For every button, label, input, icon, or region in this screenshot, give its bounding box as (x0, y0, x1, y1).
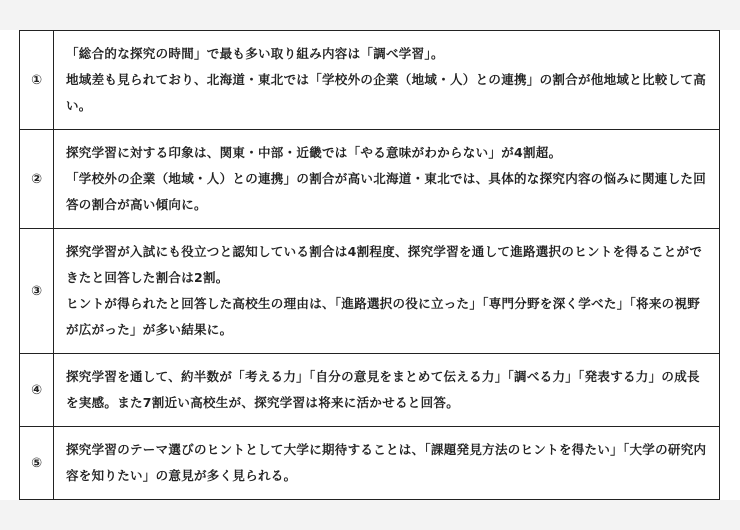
row-line: 探究学習を通して、約半数が「考える力」「自分の意見をまとめて伝える力」「調べる力」「発表する力」の成長を実感。また7割近い高校生が、探究学習は将来に活かせると回答。 (66, 369, 700, 410)
row-number: ④ (20, 354, 54, 427)
row-text (54, 31, 720, 130)
row-line: 地域差も見られており、北海道・東北では「学校外の企業（地域・人）との連携」の割合が他地域と比較して高い。 (66, 72, 707, 113)
table-row (20, 130, 720, 229)
document-page (0, 30, 740, 500)
row-text (54, 229, 720, 354)
table-row (20, 354, 720, 427)
row-line: 「学校外の企業（地域・人）との連携」の割合が高い北海道・東北では、具体的な探究内容の悩みに関連した回答の割合が高い傾向に。 (66, 171, 707, 212)
row-number: ① (20, 31, 54, 130)
row-text (54, 354, 720, 427)
row-text (54, 130, 720, 229)
row-line: 探究学習が入試にも役立つと認知している割合は4割程度、探究学習を通して進路選択のヒントを得ることができたと回答した割合は2割。 (66, 244, 703, 285)
findings-table (19, 30, 720, 500)
table-row (20, 31, 720, 130)
row-line: 「総合的な探究の時間」で最も多い取り組み内容は「調べ学習」。 (66, 46, 444, 61)
row-line: 探究学習に対する印象は、関東・中部・近畿では「やる意味がわからない」が4割超。 (66, 145, 562, 160)
row-line: 探究学習のテーマ選びのヒントとして大学に期待することは、「課題発見方法のヒントを得たい」「大学の研究内容を知りたい」の意見が多く見られる。 (66, 442, 707, 483)
row-number: ② (20, 130, 54, 229)
table-row (20, 427, 720, 500)
row-number: ⑤ (20, 427, 54, 500)
row-number: ③ (20, 229, 54, 354)
row-text (54, 427, 720, 500)
table-row (20, 229, 720, 354)
row-line: ヒントが得られたと回答した高校生の理由は、「進路選択の役に立った」「専門分野を深く学べた」「将来の視野が広がった」が多い結果に。 (66, 296, 701, 337)
